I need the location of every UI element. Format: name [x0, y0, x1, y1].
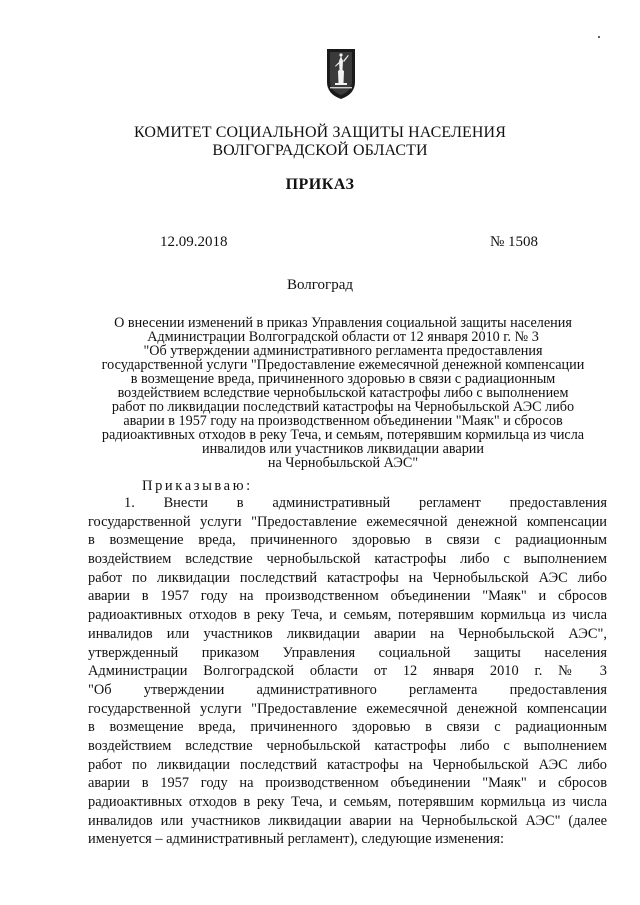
- body-line: "Об утверждении административного регламента предоставления: [88, 681, 607, 698]
- document-city: Волгоград: [286, 277, 353, 293]
- body-line: утвержденный приказом Управления социальной защиты населения: [88, 644, 607, 661]
- subject-line: аварии в 1957 году на производственном объединении "Маяк" и сбросов: [123, 413, 563, 429]
- body-line: инвалидов или участников ликвидации аварии на Чернобыльской АЭС",: [88, 625, 607, 642]
- organization-line-1: КОМИТЕТ СОЦИАЛЬНОЙ ЗАЩИТЫ НАСЕЛЕНИЯ: [134, 124, 506, 141]
- organization-line-2: ВОЛГОГРАДСКОЙ ОБЛАСТИ: [212, 142, 428, 159]
- subject-line: О внесении изменений в приказ Управления социальной защиты населения: [114, 315, 572, 331]
- subject-line: государственной услуги "Предоставление ежемесячной денежной компенсации: [101, 357, 585, 373]
- subject-line: воздействием вследствие чернобыльской катастрофы либо с выполнением: [117, 385, 569, 401]
- body-line: инвалидов или участников ликвидации аварии на Чернобыльской АЭС" (далее: [88, 812, 607, 829]
- body-line: Администрации Волгоградской области от 12 января 2010 г. № 3: [88, 663, 607, 680]
- body-line: именуется – административный регламент), следующие изменения:: [88, 831, 504, 848]
- document-type: ПРИКАЗ: [285, 176, 355, 193]
- volgograd-coat-of-arms-icon: [326, 48, 356, 100]
- subject-line: инвалидов или участников ликвидации аварии: [202, 441, 484, 457]
- subject-line: "Об утверждении административного регламента предоставления: [143, 343, 543, 359]
- body-line: радиоактивных отходов в реку Теча, и семьям, потерявшим кормильца из числа: [88, 794, 607, 810]
- order-directive: Приказываю:: [142, 478, 253, 494]
- body-line: аварии в 1957 году на производственном объединении "Маяк" и сбросов: [88, 775, 607, 792]
- body-line: 1. Внести в административный регламент предоставления: [124, 495, 607, 511]
- scan-speck: [598, 36, 600, 38]
- subject-line: Администрации Волгоградской области от 12 января 2010 г. № 3: [147, 329, 539, 345]
- subject-line: работ по ликвидации последствий катастрофы на Чернобыльской АЭС либо: [111, 399, 575, 415]
- body-line: в возмещение вреда, причиненного здоровью в связи с радиационным: [88, 532, 607, 549]
- body-line: воздействием вследствие чернобыльской катастрофы либо с выполнением: [88, 551, 607, 568]
- subject-line: на Чернобыльской АЭС": [267, 455, 419, 471]
- body-line: радиоактивных отходов в реку Теча, и семьям, потерявшим кормильца из числа: [88, 607, 607, 624]
- body-line: государственной услуги "Предоставление ежемесячной денежной компенсации: [88, 700, 607, 717]
- document-date: 12.09.2018: [160, 234, 228, 250]
- subject-line: радиоактивных отходов в реку Теча, и семьям, потерявшим кормильца из числа: [101, 427, 585, 443]
- document-number: № 1508: [490, 234, 539, 250]
- body-line: в возмещение вреда, причиненного здоровью в связи с радиационным: [88, 719, 607, 736]
- body-line: воздействием вследствие чернобыльской катастрофы либо с выполнением: [88, 737, 607, 754]
- body-line: работ по ликвидации последствий катастрофы на Чернобыльской АЭС либо: [88, 569, 607, 586]
- organization-name: [0, 124, 640, 160]
- document-subject: [80, 316, 606, 470]
- document-body: [88, 494, 607, 849]
- body-line: государственной услуги "Предоставление ежемесячной денежной компенсации: [88, 513, 607, 530]
- subject-line: в возмещение вреда, причиненного здоровью в связи с радиационным: [130, 371, 556, 387]
- body-line: работ по ликвидации последствий катастрофы на Чернобыльской АЭС либо: [88, 756, 607, 773]
- body-line: аварии в 1957 году на производственном объединении "Маяк" и сбросов: [88, 588, 607, 605]
